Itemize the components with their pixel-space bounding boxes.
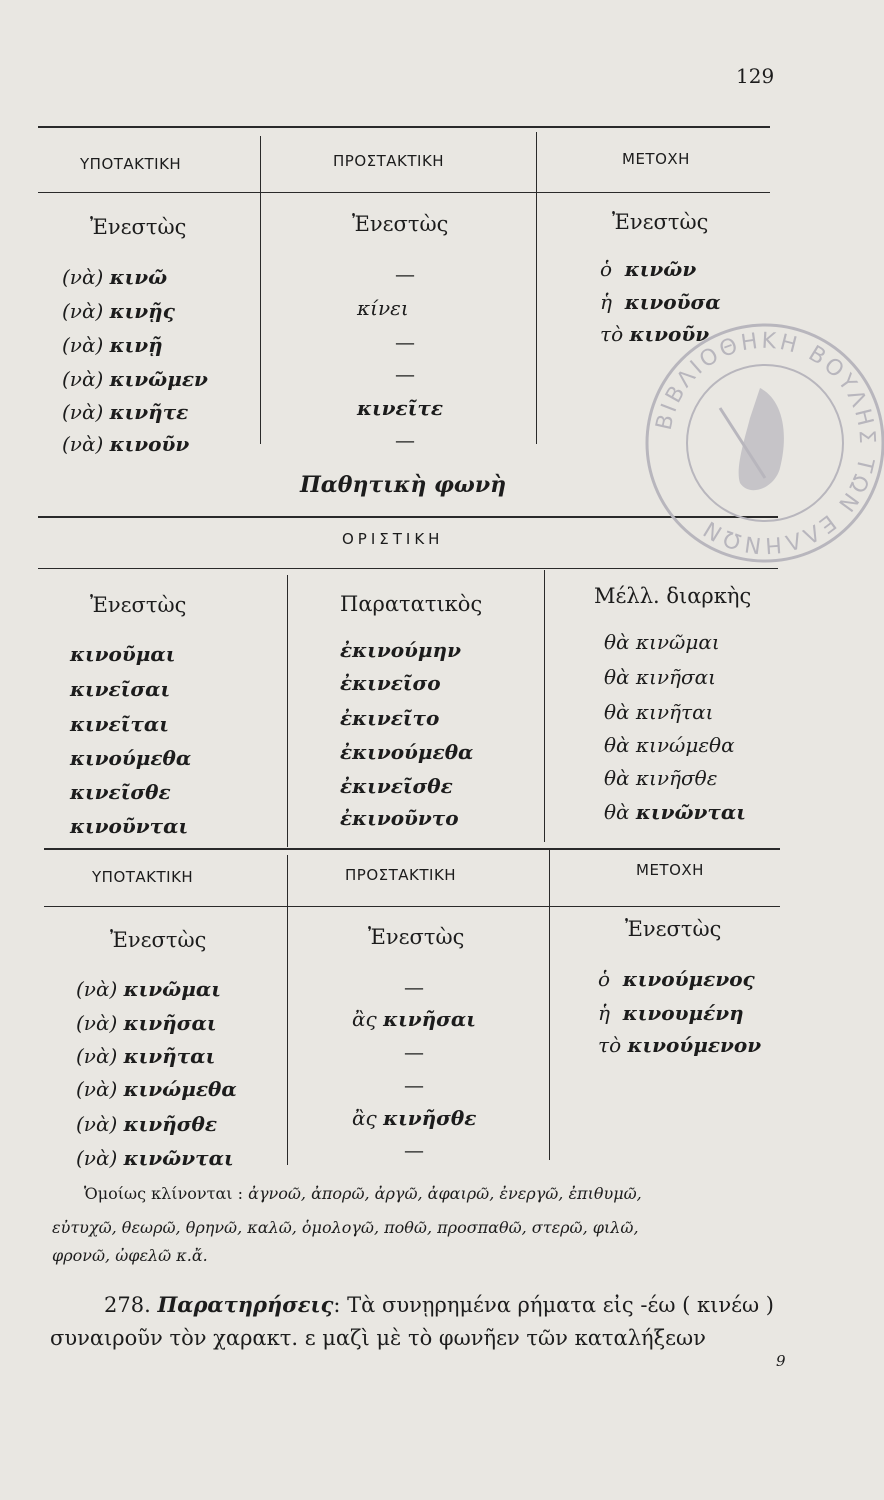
table1-sub-participle: Ἐνεστὼς: [612, 210, 709, 234]
table3-subj-row: (νὰ) κινῆται: [76, 1044, 216, 1068]
table1-subj-row: (νὰ) κινῆτε: [62, 400, 189, 424]
table1-sub-subjunctive: Ἐνεστὼς: [90, 215, 187, 239]
indicative-imperfect-row: ἐκινοῦντο: [340, 806, 459, 830]
table1-imp-row: —: [395, 362, 415, 386]
indicative-imperfect-row: ἐκινεῖσο: [340, 671, 441, 695]
table3-divider-1: [287, 855, 288, 1165]
table3-header-subjunctive: ΥΠΟΤΑΚΤΙΚΗ: [92, 868, 194, 886]
indicative-sub-present: Ἐνεστὼς: [90, 593, 187, 617]
indicative-sub-imperfect: Παρατατικὸς: [340, 592, 483, 616]
indicative-present-row: κινεῖσαι: [70, 677, 171, 701]
indicative-present-row: κινοῦμαι: [70, 642, 176, 666]
passive-voice-heading: Παθητικὴ φωνὴ: [300, 472, 507, 498]
library-stamp: [640, 318, 884, 568]
table3-header-participle: ΜΕΤΟΧΗ: [636, 861, 704, 879]
footnote-line-1: Ὁμοίως κλίνονται : ἀγνοῶ, ἀπορῶ, ἀργῶ, ἀφαιρῶ, ἐνεργῶ, ἐπιθυμῶ,: [84, 1184, 642, 1203]
indicative-imperfect-row: ἐκινεῖσθε: [340, 774, 453, 798]
indicative-sub-future: Μέλλ. διαρκὴς: [594, 584, 752, 608]
indicative-imperfect-row: ἐκινεῖτο: [340, 706, 440, 730]
table3-imp-row: —: [404, 1040, 424, 1064]
page-number: 129: [736, 64, 775, 88]
table3-subj-row: (νὰ) κινῶμαι: [76, 977, 221, 1001]
table3-header-rule: [44, 906, 780, 907]
indicative-header: ΟΡΙΣΤΙΚΗ: [342, 530, 444, 548]
table1-imp-row: κίνει: [357, 296, 409, 320]
table3-imp-row: —: [404, 1138, 424, 1162]
indicative-future-row: θὰ κινῶμαι: [604, 630, 720, 654]
table1-divider-1: [260, 136, 261, 444]
paragraph-line-2: συναιροῦν τὸν χαρακτ. ε μαζὶ μὲ τὸ φωνῆεν τῶν καταλήξεων: [50, 1326, 706, 1350]
table1-top-rule: [38, 126, 770, 128]
table1-sub-imperative: Ἐνεστὼς: [352, 212, 449, 236]
table3-divider-2: [549, 850, 550, 1160]
table1-header-rule: [38, 192, 770, 193]
table3-header-imperative: ΠΡΟΣΤΑΚΤΙΚΗ: [345, 866, 457, 884]
table1-part-row: ἡ κινοῦσα: [600, 290, 721, 314]
table2-divider-1: [287, 575, 288, 847]
table1-subj-row: (νὰ) κινῇ: [62, 333, 163, 357]
table1-subj-row: (νὰ) κινῇς: [62, 299, 175, 323]
table3-part-row: ὁ κινούμενος: [598, 967, 755, 991]
table3-part-row: ἡ κινουμένη: [598, 1001, 744, 1025]
signature-mark: 9: [776, 1352, 786, 1370]
table1-part-row: τὸ κινοῦν: [600, 322, 710, 346]
table1-header-subjunctive: ΥΠΟΤΑΚΤΙΚΗ: [80, 155, 182, 173]
table3-imp-row: ἂς κινῆσθε: [352, 1106, 477, 1130]
indicative-present-row: κινεῖσθε: [70, 780, 171, 804]
indicative-future-row: θὰ κινῆται: [604, 700, 714, 724]
table2-divider-2: [544, 570, 545, 842]
table1-subj-row: (νὰ) κινῶ: [62, 265, 168, 289]
table3-sub-subjunctive: Ἐνεστὼς: [110, 928, 207, 952]
table1-imp-row: —: [395, 330, 415, 354]
paragraph-line-1: 278. Παρατηρήσεις: Τὰ συνῃρημένα ρήματα εἰς -έω ( κινέω ): [104, 1292, 774, 1317]
indicative-future-row: θὰ κινῶνται: [604, 800, 746, 824]
indicative-present-row: κινοῦνται: [70, 814, 189, 838]
table3-imp-row: —: [404, 975, 424, 999]
table1-divider-2: [536, 132, 537, 444]
stamp-text: ΒΙΒΛΙΟΘΗΚΗ ΒΟΥΛΗΣ ΤΩΝ ΕΛΛΗΝΩΝ: [651, 328, 880, 558]
footnote-line-3: φρονῶ, ὠφελῶ κ.ἄ.: [52, 1246, 208, 1265]
table1-subj-row: (νὰ) κινῶμεν: [62, 367, 208, 391]
table3-subj-row: (νὰ) κινῆσθε: [76, 1112, 217, 1136]
table1-imp-row: —: [395, 262, 415, 286]
indicative-imperfect-row: ἐκινούμην: [340, 638, 461, 662]
table3-top-rule: [44, 848, 780, 850]
table3-subj-row: (νὰ) κινῶνται: [76, 1146, 234, 1170]
indicative-present-row: κινεῖται: [70, 712, 169, 736]
indicative-present-row: κινούμεθα: [70, 746, 192, 770]
table3-subj-row: (νὰ) κινῆσαι: [76, 1011, 217, 1035]
table1-imp-row: —: [395, 428, 415, 452]
indicative-future-row: θὰ κινῆσθε: [604, 766, 718, 790]
table1-header-participle: ΜΕΤΟΧΗ: [622, 150, 690, 168]
table3-subj-row: (νὰ) κινώμεθα: [76, 1077, 237, 1101]
footnote-line-2: εὐτυχῶ, θεωρῶ, θρηνῶ, καλῶ, ὁμολογῶ, ποθῶ, προσπαθῶ, στερῶ, φιλῶ,: [52, 1218, 639, 1237]
table1-part-row: ὁ κινῶν: [600, 257, 697, 281]
table3-sub-imperative: Ἐνεστὼς: [368, 925, 465, 949]
indicative-future-row: θὰ κινῆσαι: [604, 665, 717, 689]
indicative-imperfect-row: ἐκινούμεθα: [340, 740, 474, 764]
table2-header-rule: [38, 568, 778, 569]
table1-subj-row: (νὰ) κινοῦν: [62, 432, 190, 456]
table3-part-row: τὸ κινούμενον: [598, 1033, 762, 1057]
table1-imp-row: κινεῖτε: [357, 396, 443, 420]
table1-header-imperative: ΠΡΟΣΤΑΚΤΙΚΗ: [333, 152, 445, 170]
table3-sub-participle: Ἐνεστὼς: [625, 917, 722, 941]
indicative-future-row: θὰ κινώμεθα: [604, 733, 735, 757]
table3-imp-row: —: [404, 1073, 424, 1097]
table3-imp-row: ἂς κινῆσαι: [352, 1007, 476, 1031]
